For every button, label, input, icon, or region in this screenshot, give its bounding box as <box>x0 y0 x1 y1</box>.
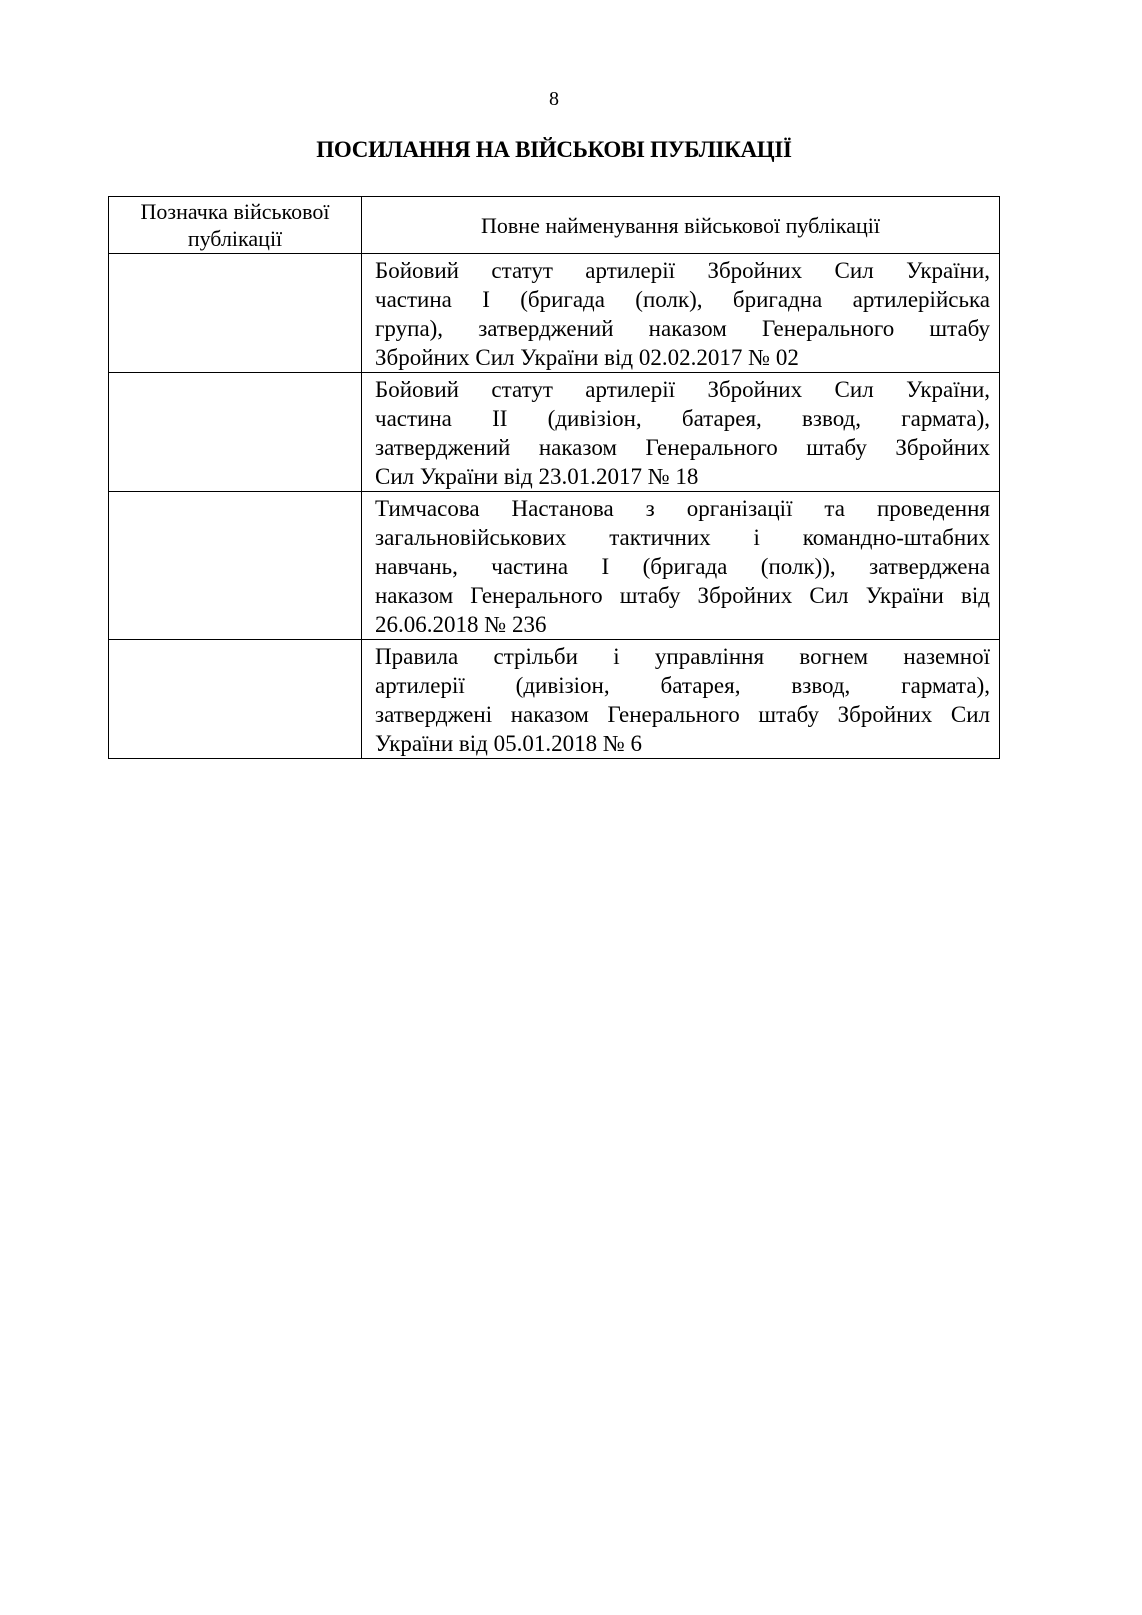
table-row <box>109 492 1000 640</box>
full-name-line: група), затверджений наказом Генерального штабу <box>375 316 990 341</box>
full-name-line: частина І (бригада (полк), бригадна артилерійська <box>375 287 990 312</box>
table-row <box>109 640 1000 759</box>
page-number: 8 <box>549 88 559 110</box>
full-name-line: затверджений наказом Генерального штабу Збройних <box>375 435 990 460</box>
full-name-line: Бойовий статут артилерії Збройних Сил України, <box>375 377 990 402</box>
header-full-name: Повне найменування військової публікації <box>362 197 1000 254</box>
full-name-line: загальновійськових тактичних і командно-штабних <box>375 525 990 550</box>
table-row <box>109 254 1000 373</box>
full-name-line: Бойовий статут артилерії Збройних Сил України, <box>375 258 990 283</box>
header-designation-label: Позначка військової публікації <box>140 199 330 251</box>
full-name-cell <box>362 492 1000 640</box>
designation-cell <box>109 373 362 492</box>
full-name-cell <box>362 254 1000 373</box>
header-designation <box>109 197 362 254</box>
full-name-line: 26.06.2018 № 236 <box>375 612 547 637</box>
full-name-line: наказом Генерального штабу Збройних Сил України від <box>375 583 990 608</box>
full-name-line: Збройних Сил України від 02.02.2017 № 02 <box>375 345 799 370</box>
designation-cell <box>109 254 362 373</box>
publications-table <box>108 196 1000 759</box>
full-name-line: частина ІІ (дивізіон, батарея, взвод, гармата), <box>375 406 990 431</box>
full-name-cell <box>362 640 1000 759</box>
table-row <box>109 373 1000 492</box>
full-name-line: Сил України від 23.01.2017 № 18 <box>375 464 699 489</box>
full-name-line: затверджені наказом Генерального штабу Збройних Сил <box>375 702 990 727</box>
page-title: ПОСИЛАННЯ НА ВІЙСЬКОВІ ПУБЛІКАЦІЇ <box>316 137 792 162</box>
full-name-line: артилерії (дивізіон, батарея, взвод, гармата), <box>375 673 990 698</box>
full-name-line: України від 05.01.2018 № 6 <box>375 731 643 756</box>
full-name-line: Правила стрільби і управління вогнем наземної <box>375 644 990 669</box>
full-name-cell <box>362 373 1000 492</box>
table-header-row <box>109 197 1000 254</box>
designation-cell <box>109 640 362 759</box>
full-name-line: Тимчасова Настанова з організації та проведення <box>375 496 990 521</box>
full-name-line: навчань, частина І (бригада (полк)), затверджена <box>375 554 990 579</box>
designation-cell <box>109 492 362 640</box>
